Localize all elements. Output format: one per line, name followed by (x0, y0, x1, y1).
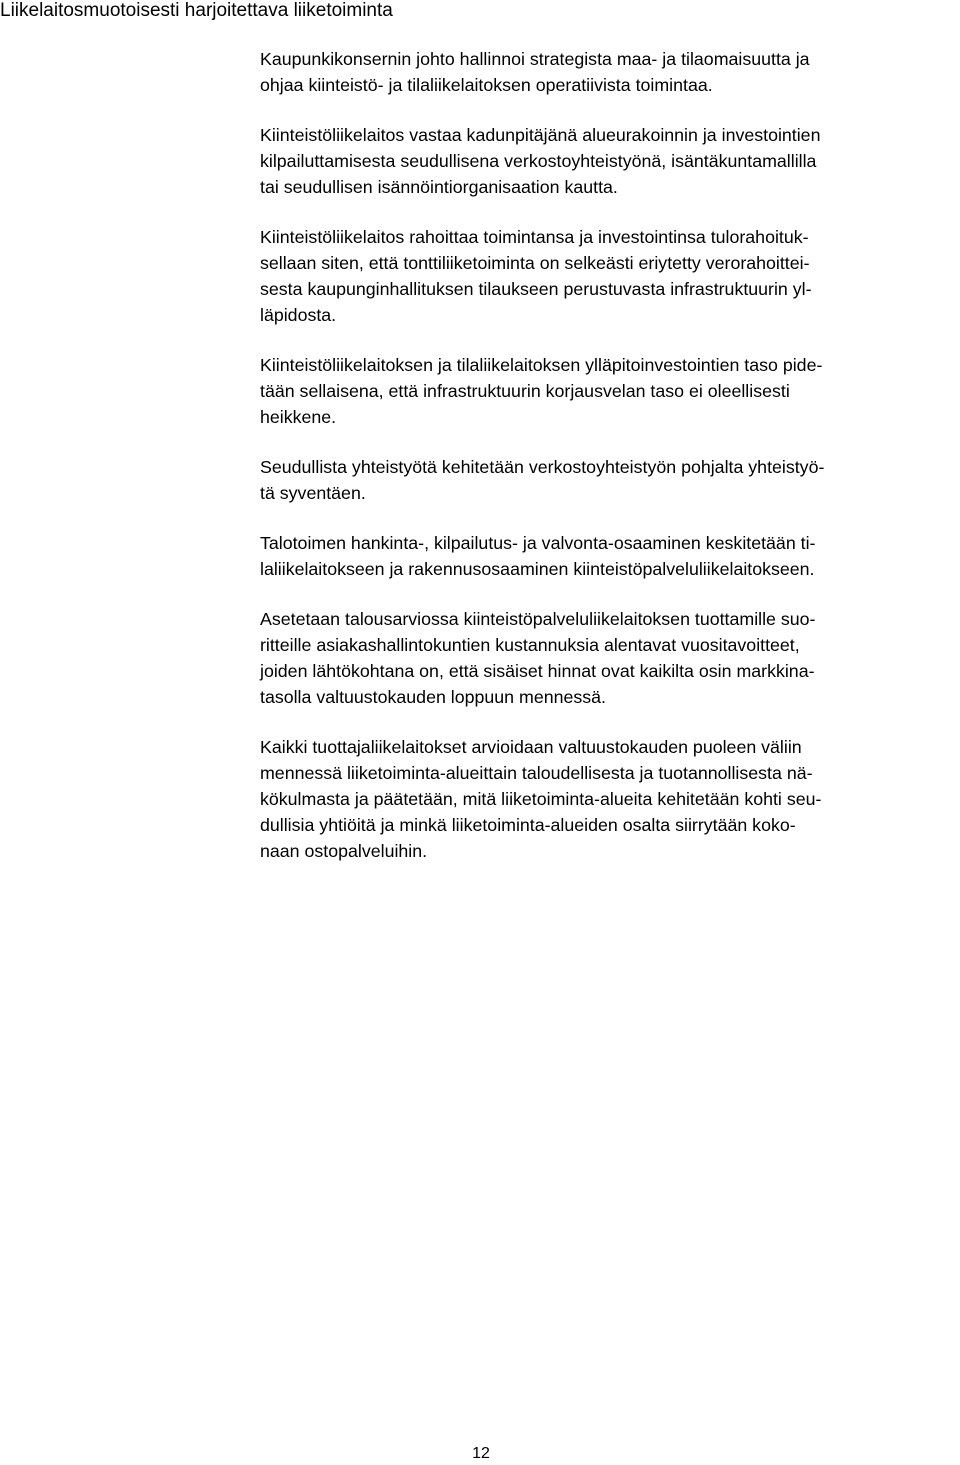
paragraph-6 (260, 530, 955, 582)
text-line: sellaan siten, että tonttiliiketoiminta on selkeästi eriytetty verorahoittei- (260, 253, 810, 273)
text-line: Kiinteistöliikelaitoksen ja tilaliikelaitoksen ylläpitoinvestointien taso pide- (260, 355, 823, 375)
text-line: Asetetaan talousarviossa kiinteistöpalveluliikelaitoksen tuottamille suo- (260, 609, 816, 629)
paragraph-4 (260, 352, 955, 430)
paragraph-1 (260, 46, 955, 98)
text-line: sesta kaupunginhallituksen tilaukseen perustuvasta infrastruktuurin yl- (260, 279, 812, 299)
document-body (260, 46, 955, 888)
page-number: 12 (472, 1445, 490, 1462)
text-line: läpidosta. (260, 305, 337, 325)
text-line: laliikelaitokseen ja rakennusosaaminen kiinteistöpalveluliikelaitokseen. (260, 559, 815, 579)
text-line: dullisia yhtiöitä ja minkä liiketoiminta-alueiden osalta siirrytään koko- (260, 815, 796, 835)
text-line: joiden lähtökohtana on, että sisäiset hinnat ovat kaikilta osin markkina- (260, 661, 815, 681)
paragraph-8 (260, 734, 955, 864)
text-line: Talotoimen hankinta-, kilpailutus- ja valvonta-osaaminen keskitetään ti- (260, 533, 816, 553)
text-line: naan ostopalveluihin. (260, 841, 428, 861)
text-line: tä syventäen. (260, 483, 366, 503)
paragraph-5 (260, 454, 955, 506)
text-line: Kaupunkikonsernin johto hallinnoi strategista maa- ja tilaomaisuutta ja (260, 49, 810, 69)
text-line: mennessä liiketoiminta-alueittain taloudellisesta ja tuotannollisesta nä- (260, 763, 813, 783)
text-line: Kaikki tuottajaliikelaitokset arvioidaan valtuustokauden puoleen väliin (260, 737, 802, 757)
text-line: kilpailuttamisesta seudullisena verkostoyhteistyönä, isäntäkuntamallilla (260, 151, 817, 171)
text-line: tasolla valtuustokauden loppuun mennessä. (260, 687, 606, 707)
text-line: ritteille asiakashallintokuntien kustannuksia alentavat vuositavoitteet, (260, 635, 800, 655)
text-line: kökulmasta ja päätetään, mitä liiketoiminta-alueita kehitetään kohti seu- (260, 789, 822, 809)
text-line: ohjaa kiinteistö- ja tilaliikelaitoksen operatiivista toimintaa. (260, 75, 713, 95)
paragraph-2 (260, 122, 955, 200)
text-line: Kiinteistöliikelaitos rahoittaa toimintansa ja investointinsa tulorahoituk- (260, 227, 809, 247)
paragraph-7 (260, 606, 955, 710)
text-line: heikkene. (260, 407, 337, 427)
text-line: Seudullista yhteistyötä kehitetään verkostoyhteistyön pohjalta yhteistyö- (260, 457, 825, 477)
paragraph-3 (260, 224, 955, 328)
text-line: tai seudullisen isännöintiorganisaation kautta. (260, 177, 618, 197)
text-line: Kiinteistöliikelaitos vastaa kadunpitäjänä alueurakoinnin ja investointien (260, 125, 821, 145)
page-header-title: Liikelaitosmuotoisesti harjoitettava liiketoiminta (0, 0, 393, 21)
text-line: tään sellaisena, että infrastruktuurin korjausvelan taso ei oleellisesti (260, 381, 790, 401)
